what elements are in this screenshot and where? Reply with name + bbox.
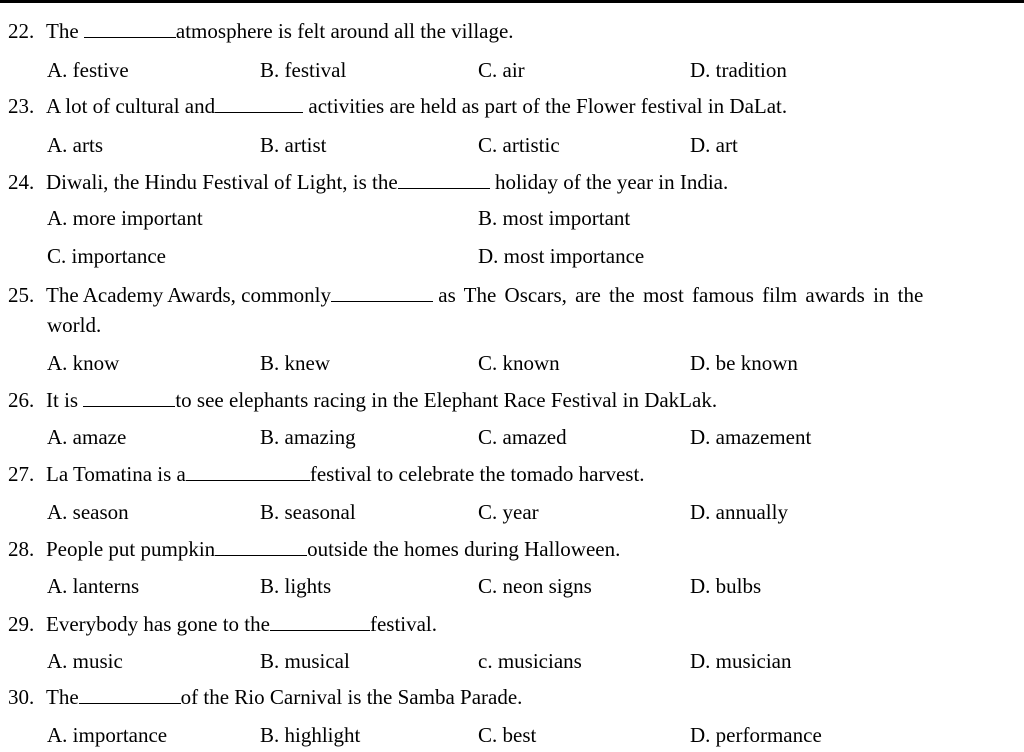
question-text-after: festival. <box>369 612 438 636</box>
question-text-before: The <box>46 685 79 709</box>
option-b[interactable]: B. most important <box>478 206 631 230</box>
option-b[interactable]: B. lights <box>260 574 332 598</box>
option-d[interactable]: D. be known <box>690 351 798 375</box>
question-text-after: activities are held as part of the Flower festival in DaLat. <box>308 94 788 118</box>
question-text-after: of the Rio Carnival is the Samba Parade. <box>180 685 523 709</box>
option-a[interactable]: A. festive <box>47 58 129 82</box>
question-number: 30. <box>8 685 35 709</box>
option-c[interactable]: C. amazed <box>478 425 567 449</box>
question-text-before: It is <box>46 388 79 412</box>
option-b[interactable]: B. artist <box>260 133 327 157</box>
answer-blank[interactable] <box>215 94 303 113</box>
option-d[interactable]: D. art <box>690 133 738 157</box>
option-a[interactable]: A. more important <box>47 206 203 230</box>
option-d[interactable]: D. performance <box>690 723 822 747</box>
question-text-after: as The Oscars, are the most famous film awards in the <box>438 283 924 307</box>
question-number: 25. <box>8 283 35 307</box>
question-number: 29. <box>8 612 35 636</box>
option-c[interactable]: C. importance <box>47 244 166 268</box>
option-c[interactable]: C. air <box>478 58 525 82</box>
answer-blank[interactable] <box>331 283 433 302</box>
question-23 <box>0 93 787 119</box>
option-d[interactable]: D. amazement <box>690 425 812 449</box>
question-text-after: outside the homes during Halloween. <box>307 537 621 561</box>
option-c[interactable]: C. year <box>478 500 539 524</box>
question-text-after: to see elephants racing in the Elephant Race Festival in DakLak. <box>175 388 718 412</box>
option-a[interactable]: A. lanterns <box>47 574 140 598</box>
question-continuation: world. <box>47 313 102 337</box>
option-c[interactable]: C. known <box>478 351 560 375</box>
option-c[interactable]: C. artistic <box>478 133 560 157</box>
question-25 <box>0 282 923 308</box>
answer-blank[interactable] <box>79 685 181 704</box>
option-a[interactable]: A. season <box>47 500 129 524</box>
question-28 <box>0 536 620 562</box>
option-b[interactable]: B. festival <box>260 58 347 82</box>
question-text-after: atmosphere is felt around all the village. <box>175 19 514 43</box>
option-b[interactable]: B. knew <box>260 351 330 375</box>
answer-blank[interactable] <box>270 612 370 631</box>
option-a[interactable]: A. know <box>47 351 120 375</box>
question-30 <box>0 684 522 710</box>
question-number: 22. <box>8 19 35 43</box>
answer-blank[interactable] <box>84 19 176 38</box>
option-d[interactable]: D. most importance <box>478 244 645 268</box>
question-27 <box>0 461 645 487</box>
question-text-before: Everybody has gone to the <box>46 612 270 636</box>
question-number: 24. <box>8 170 35 194</box>
option-b[interactable]: B. seasonal <box>260 500 356 524</box>
option-b[interactable]: B. musical <box>260 649 350 673</box>
question-26 <box>0 387 717 413</box>
question-text-after: festival to celebrate the tomado harvest. <box>309 462 645 486</box>
option-b[interactable]: B. amazing <box>260 425 356 449</box>
question-number: 27. <box>8 462 35 486</box>
option-d[interactable]: D. annually <box>690 500 788 524</box>
option-d[interactable]: D. musician <box>690 649 792 673</box>
question-text-before: The Academy Awards, commonly <box>46 283 332 307</box>
option-d[interactable]: D. bulbs <box>690 574 762 598</box>
answer-blank[interactable] <box>398 170 490 189</box>
question-text-before: La Tomatina is a <box>46 462 186 486</box>
question-22 <box>0 18 514 44</box>
option-b[interactable]: B. highlight <box>260 723 361 747</box>
question-29 <box>0 611 437 637</box>
question-text-before: The <box>46 19 79 43</box>
option-a[interactable]: A. music <box>47 649 123 673</box>
answer-blank[interactable] <box>83 388 175 407</box>
answer-blank[interactable] <box>186 462 310 481</box>
option-a[interactable]: A. arts <box>47 133 103 157</box>
option-a[interactable]: A. amaze <box>47 425 127 449</box>
question-number: 26. <box>8 388 35 412</box>
answer-blank[interactable] <box>215 537 307 556</box>
question-text-before: Diwali, the Hindu Festival of Light, is the <box>46 170 398 194</box>
option-c[interactable]: C. best <box>478 723 537 747</box>
option-d[interactable]: D. tradition <box>690 58 787 82</box>
question-24 <box>0 169 728 195</box>
option-c[interactable]: c. musicians <box>478 649 582 673</box>
question-number: 28. <box>8 537 35 561</box>
option-a[interactable]: A. importance <box>47 723 168 747</box>
question-text-before: People put pumpkin <box>46 537 216 561</box>
question-number: 23. <box>8 94 35 118</box>
question-text-before: A lot of cultural and <box>46 94 216 118</box>
question-text-after: holiday of the year in India. <box>494 170 729 194</box>
option-c[interactable]: C. neon signs <box>478 574 592 598</box>
